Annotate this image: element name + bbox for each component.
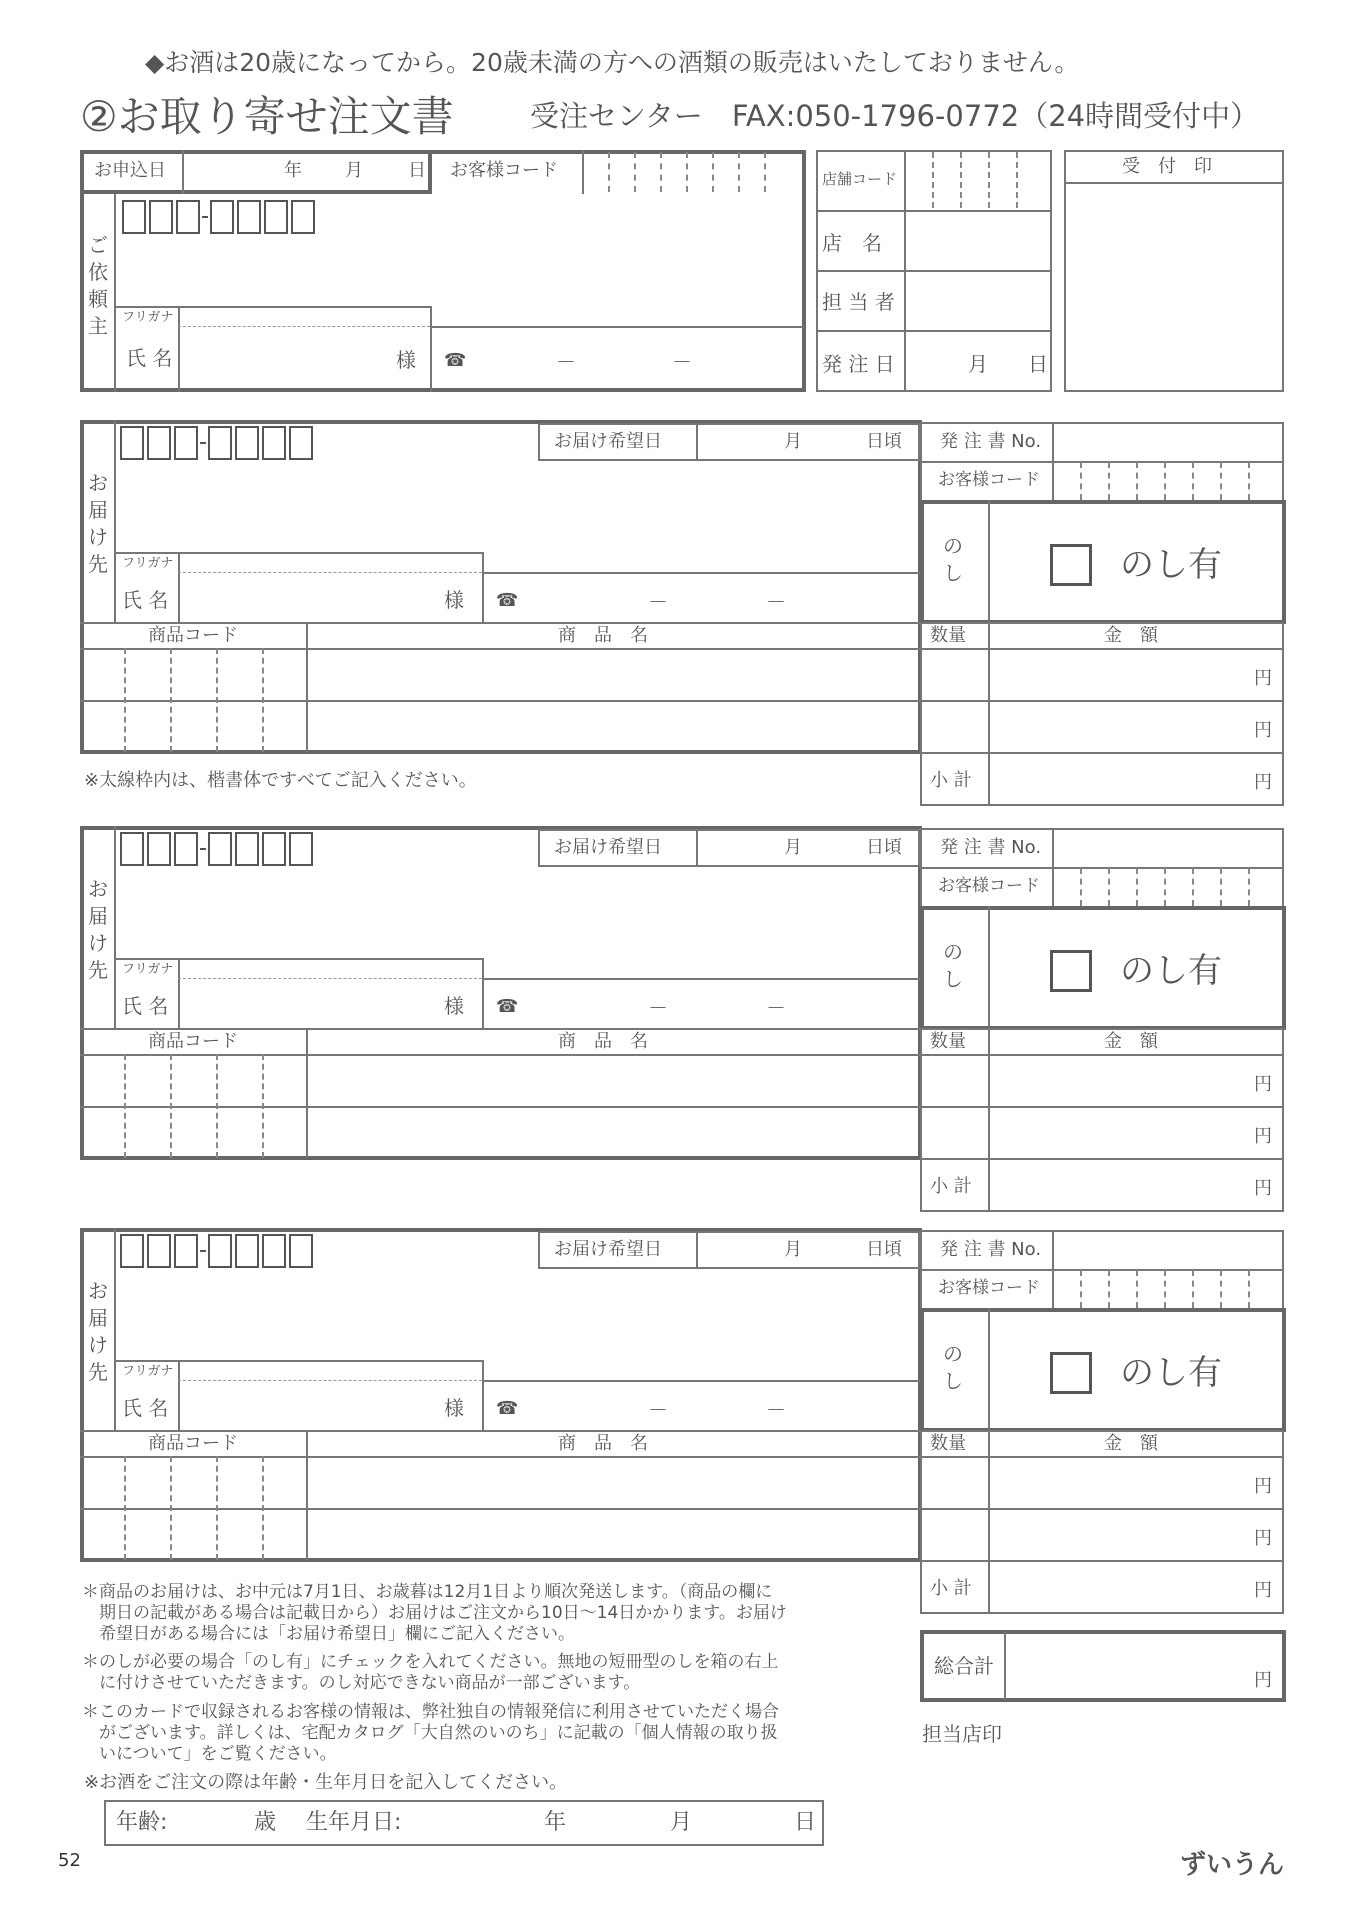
alcohol-notice: ◆お酒は20歳になってから。20歳未満の方への酒類の販売はいたしておりません。	[145, 48, 1080, 77]
requester-name-label: 氏 名	[126, 346, 173, 370]
noshi-checkbox[interactable]	[1050, 544, 1092, 586]
age-note: ※お酒をご注文の際は年齢・生年月日を記入してください。	[84, 1772, 568, 1793]
age-box[interactable]	[104, 1800, 824, 1846]
kaisho-note: ※太線枠内は、楷書体ですべてご記入ください。	[84, 770, 477, 791]
form-title: ②お取り寄せ注文書	[80, 92, 454, 141]
noshi-checkbox[interactable]	[1050, 950, 1092, 992]
phone-icon: ☎	[444, 350, 467, 371]
stamp-label: 受 付 印	[1122, 156, 1212, 177]
order-center-fax: 受注センター FAX:050-1796-0772（24時間受付中）	[530, 99, 1260, 133]
apply-date-label: お申込日	[94, 160, 166, 181]
store-stamp-label: 担当店印	[922, 1722, 1002, 1746]
store-code-label: 店舗コード	[822, 170, 898, 188]
brand-logo: ずいうん	[1180, 1850, 1285, 1880]
requester-postal-boxes[interactable]	[122, 200, 318, 234]
customer-code-label: お客様コード	[450, 160, 558, 181]
noshi-checkbox[interactable]	[1050, 1352, 1092, 1394]
requester-vertical-label: ご依頼主	[88, 233, 108, 338]
page-number: 52	[58, 1850, 81, 1871]
